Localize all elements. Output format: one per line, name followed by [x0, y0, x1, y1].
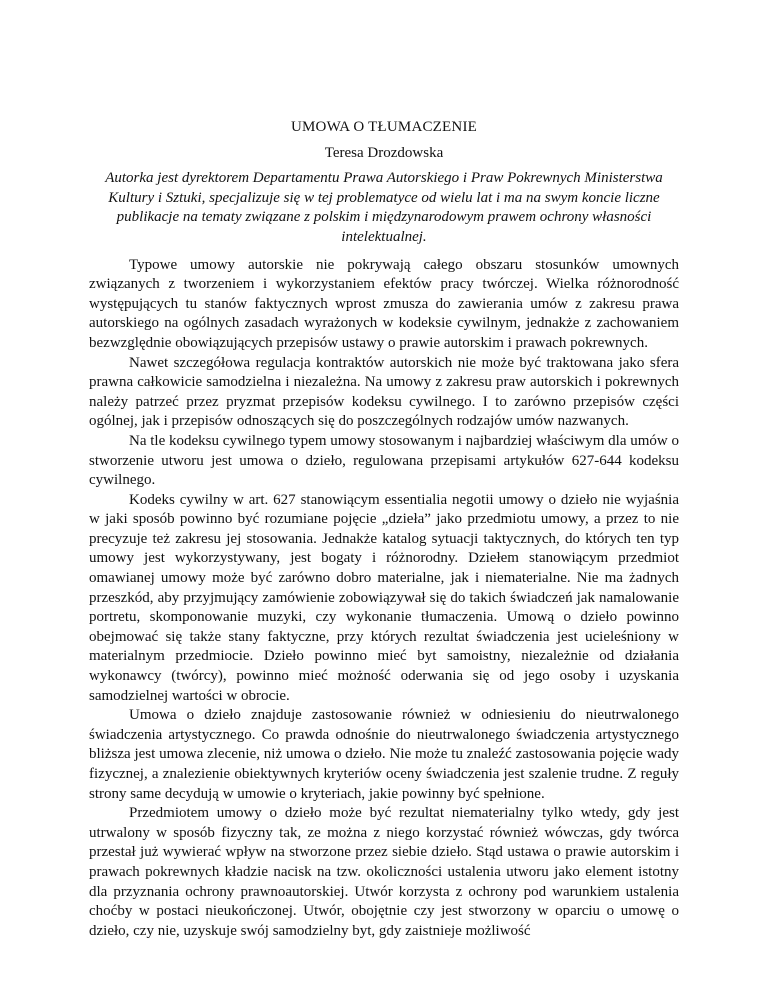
document-title: UMOWA O TŁUMACZENIE [290, 119, 477, 135]
body-text [89, 256, 679, 942]
author-bio: Autorka jest dyrektorem Departamentu Prawa Autorskiego i Praw Pokrewnych Ministerstwa Kultury i Sztuki, specjalizuje się w tej problematyce od wielu lat i ma na swym koncie liczne publikacje na tematy związane z polskim i międzynarodowym prawem ochrony własności intelektualnej. [105, 170, 663, 245]
document-page [89, 118, 679, 941]
paragraph: Umowa o dzieło znajduje zastosowanie również w odniesieniu do nieutrwalonego świadczenia artystycznego. Co prawda odnośnie do nieutrwalonego świadczenia artystycznego bliższa jest umowa zlecenie, niż umowa o dzieło. Nie może tu znaleźć zastosowania pojęcie wady fizycznej, a znalezienie obiektywnych kryteriów oceny świadczenia jest szalenie trudne. Z reguły strony same decydują w umowie o kryteriach, jakie powinny być spełnione. [89, 707, 679, 802]
paragraph: Na tle kodeksu cywilnego typem umowy stosowanym i najbardziej właściwym dla umów o stworzenie utworu jest umowa o dzieło, regulowana przepisami artykułów 627-644 kodeksu cywilnego. [89, 432, 679, 489]
paragraph: Przedmiotem umowy o dzieło może być rezultat niematerialny tylko wtedy, gdy jest utrwalony w sposób fizyczny tak, ze można z niego korzystać również wówczas, gdy twórca przestał już wywierać wpływ na stworzone przez siebie dzieło. Stąd ustawa o prawie autorskim i prawach pokrewnych kładzie nacisk na tzw. okoliczności ustalenia utworu jako element istotny dla przyznania ochrony prawnoautorskiej. Utwór korzysta z ochrony pod warunkiem ustalenia choćby w postaci nieukończonej. Utwór, obojętnie czy jest stworzony w oparciu o umowę o dzieło, czy nie, uzyskuje swój samodzielny byt, gdy zaistnieje możliwość [89, 805, 679, 939]
paragraph: Typowe umowy autorskie nie pokrywają całego obszaru stosunków umownych związanych z tworzeniem i wykorzystaniem efektów pracy twórczej. Wielka różnorodność występujących tu stanów faktycznych wprost zmusza do zawierania umów z zakresu prawa autorskiego na ogólnych zasadach wyrażonych w kodeksie cywilnym, jednakże z zachowaniem bezwzględnie obowiązujących przepisów ustawy o prawie autorskim i prawach pokrewnych. [89, 256, 679, 351]
author-name: Teresa Drozdowska [324, 144, 444, 161]
paragraph: Nawet szczegółowa regulacja kontraktów autorskich nie może być traktowana jako sfera prawna całkowicie samodzielna i niezależna. Na umowy z zakresu praw autorskich i pokrewnych należy patrzeć przez pryzmat przepisów kodeksu cywilnego. I to zarówno przepisów części ogólnej, jak i przepisów odnoszących się do poszczególnych rodzajów umów nazwanych. [89, 354, 679, 430]
paragraph: Kodeks cywilny w art. 627 stanowiącym essentialia negotii umowy o dzieło nie wyjaśnia w jaki sposób powinno być rozumiane pojęcie „dzieła” jako przedmiotu umowy, a przez to nie precyzuje też zakresu jej stosowania. Jednakże katalog sytuacji taktycznych, do których ten typ umowy jest wykorzystywany, jest bogaty i różnorodny. Dziełem stanowiącym przedmiot omawianej umowy może być zarówno dobro materialne, jak i niematerialne. Nie ma żadnych przeszkód, aby przyjmujący zamówienie zobowiązywał się do takich świadczeń jak namalowanie portretu, skomponowanie muzyki, czy wykonanie tłumaczenia. Umową o dzieło powinno obejmować się także stany faktyczne, przy których rezultat świadczenia jest ucieleśniony w materialnym przedmiocie. Dzieło powinno mieć byt samoistny, niezależnie od działania wykonawcy (twórcy), powinno mieć możność oderwania się od jego osoby i uzyskania samodzielnej wartości w obrocie. [89, 491, 679, 704]
